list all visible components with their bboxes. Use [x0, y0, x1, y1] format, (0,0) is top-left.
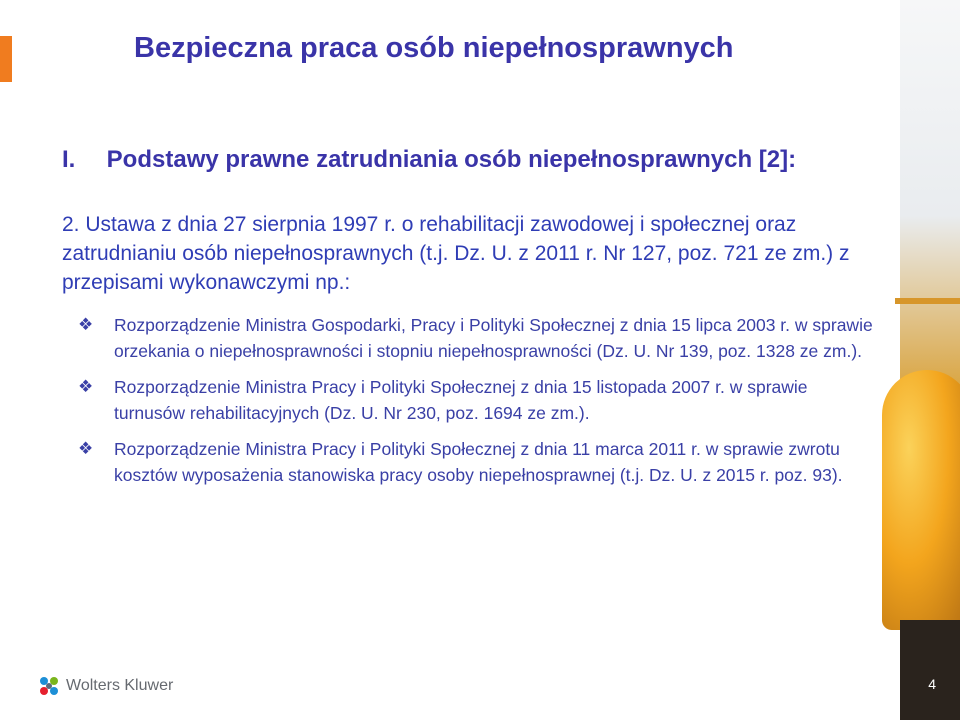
accent-bar [0, 36, 12, 82]
section-number: I. [62, 146, 76, 173]
regulation-list [78, 312, 878, 498]
construction-photo-strip [900, 0, 960, 720]
slide-title: Bezpieczna praca osób niepełnosprawnych [134, 32, 734, 64]
list-item-text: Rozporządzenie Ministra Gospodarki, Pracy i Polityki Społecznej z dnia 15 lipca 2003 r. w sprawie orzekania o niepełnosprawności i stopniu niepełnosprawności (Dz. U. Nr 139, poz. 1328 ze zm.). [114, 315, 873, 361]
list-item-text: Rozporządzenie Ministra Pracy i Polityki Społecznej z dnia 15 listopada 2007 r. w sprawie turnusów rehabilitacyjnych (Dz. U. Nr 230, poz. 1694 ze zm.). [114, 377, 808, 423]
diamond-bullet-icon: ❖ [78, 315, 94, 334]
intro-paragraph: 2. Ustawa z dnia 27 sierpnia 1997 r. o rehabilitacji zawodowej i społecznej oraz zatrudnianiu osób niepełnosprawnych (t.j. Dz. U. z 2011 r. Nr 127, poz. 721 ze zm.) z przepisami wykonawczymi np.: [62, 213, 850, 294]
footer-logo [38, 674, 173, 698]
diamond-bullet-icon: ❖ [78, 377, 94, 396]
page-number: 4 [928, 676, 936, 692]
photo-shadow [900, 620, 960, 720]
scaffold-beam [895, 298, 960, 304]
list-item [78, 374, 878, 426]
list-item-text: Rozporządzenie Ministra Pracy i Polityki Społecznej z dnia 11 marca 2011 r. w sprawie zwrotu kosztów wyposażenia stanowiska pracy osoby niepełnosprawnej (t.j. Dz. U. z 2015 r. poz. 93). [114, 439, 843, 485]
logo-text: Wolters Kluwer [66, 677, 174, 694]
wolters-kluwer-logo-icon [38, 675, 60, 697]
diamond-bullet-icon: ❖ [78, 439, 94, 458]
section-heading-text: Podstawy prawne zatrudniania osób niepełnosprawnych [2]: [106, 146, 797, 173]
list-item [78, 312, 878, 364]
hard-hat-image [882, 370, 960, 630]
list-item [78, 436, 878, 488]
section-heading [62, 146, 882, 174]
